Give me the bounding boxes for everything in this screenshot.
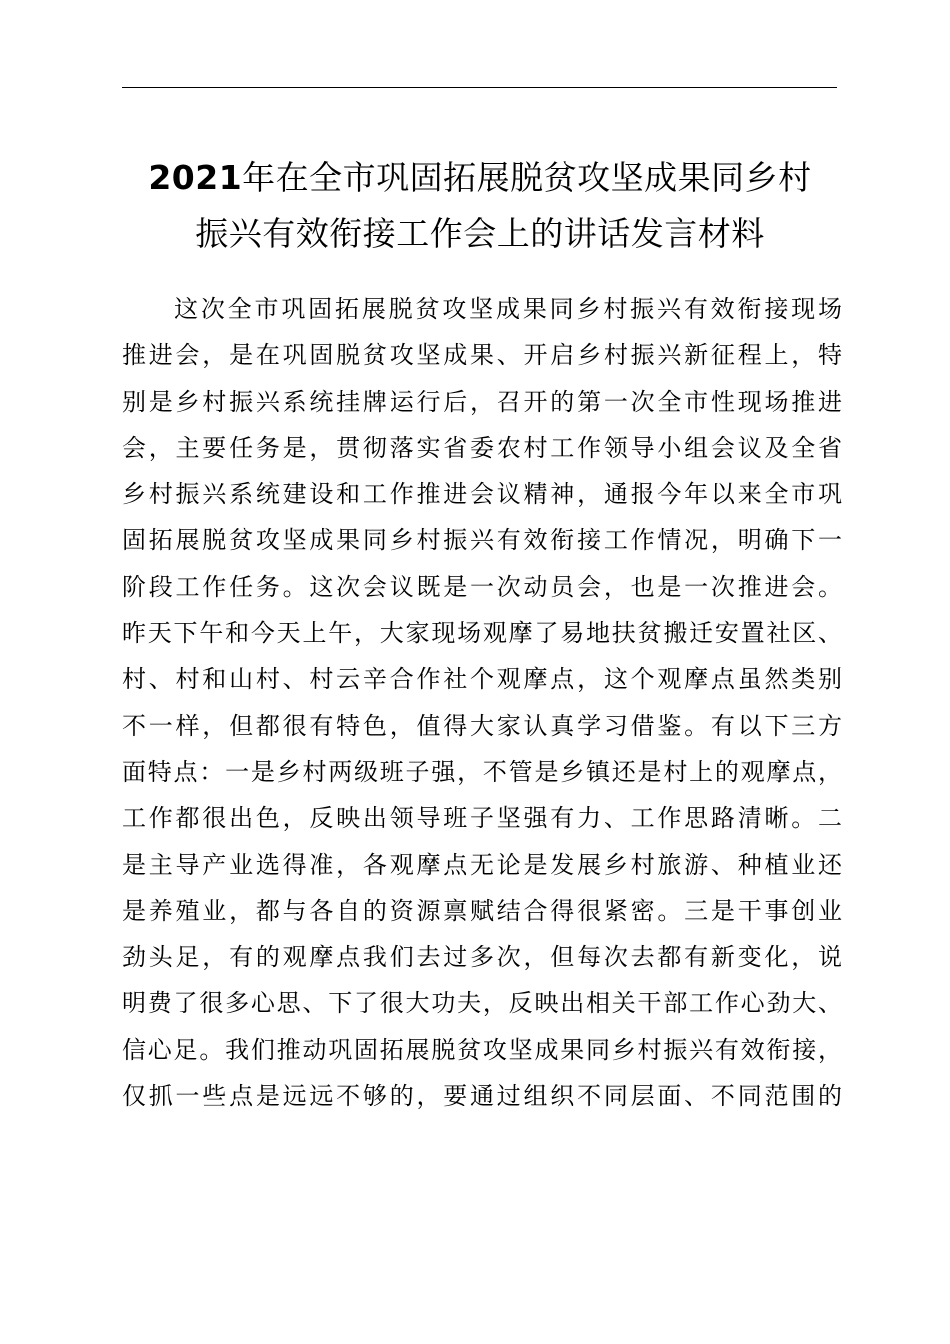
body-line: 面特点：一是乡村两级班子强，不管是乡镇还是村上的观摩点， bbox=[122, 757, 842, 786]
body-line: 昨天下午和今天上午，大家现场观摩了易地扶贫搬迁安置社区、 bbox=[122, 619, 842, 648]
body-line: 不一样，但都很有特色，值得大家认真学习借鉴。有以下三方 bbox=[122, 711, 842, 740]
body-line: 乡村振兴系统建设和工作推进会议精神，通报今年以来全市巩 bbox=[122, 480, 842, 509]
title-line-1 bbox=[90, 150, 870, 206]
header-rule bbox=[122, 87, 837, 88]
title-line-2: 振兴有效衔接工作会上的讲话发言材料 bbox=[195, 214, 765, 253]
body-line: 阶段工作任务。这次会议既是一次动员会，也是一次推进会。 bbox=[122, 572, 842, 601]
body-line: 是养殖业，都与各自的资源禀赋结合得很紧密。三是干事创业 bbox=[122, 896, 842, 925]
title-year: 2021 bbox=[148, 158, 243, 197]
body-line: 工作都很出色，反映出领导班子坚强有力、工作思路清晰。二 bbox=[122, 804, 842, 833]
body-line: 推进会，是在巩固脱贫攻坚成果、开启乡村振兴新征程上，特 bbox=[122, 341, 842, 370]
body-text bbox=[122, 286, 842, 1119]
body-line: 别是乡村振兴系统挂牌运行后，召开的第一次全市性现场推进 bbox=[122, 387, 842, 416]
body-line: 会，主要任务是，贯彻落实省委农村工作领导小组会议及全省 bbox=[122, 433, 842, 462]
title-line-1-text: 年在全市巩固拓展脱贫攻坚成果同乡村 bbox=[242, 158, 812, 197]
body-line: 仅抓一些点是远远不够的，要通过组织不同层面、不同范围的 bbox=[122, 1082, 842, 1111]
body-line: 这次全市巩固拓展脱贫攻坚成果同乡村振兴有效衔接现场 bbox=[174, 295, 842, 323]
body-line: 村、村和山村、村云辛合作社个观摩点，这个观摩点虽然类别 bbox=[122, 665, 842, 694]
body-line: 明费了很多心思、下了很大功夫，反映出相关干部工作心劲大、 bbox=[122, 989, 842, 1018]
body-line: 劲头足，有的观摩点我们去过多次，但每次去都有新变化，说 bbox=[122, 943, 842, 972]
body-line: 固拓展脱贫攻坚成果同乡村振兴有效衔接工作情况，明确下一 bbox=[122, 526, 842, 555]
body-line: 信心足。我们推动巩固拓展脱贫攻坚成果同乡村振兴有效衔接， bbox=[122, 1035, 842, 1064]
document-title bbox=[90, 150, 870, 262]
body-line: 是主导产业选得准，各观摩点无论是发展乡村旅游、种植业还 bbox=[122, 850, 842, 879]
